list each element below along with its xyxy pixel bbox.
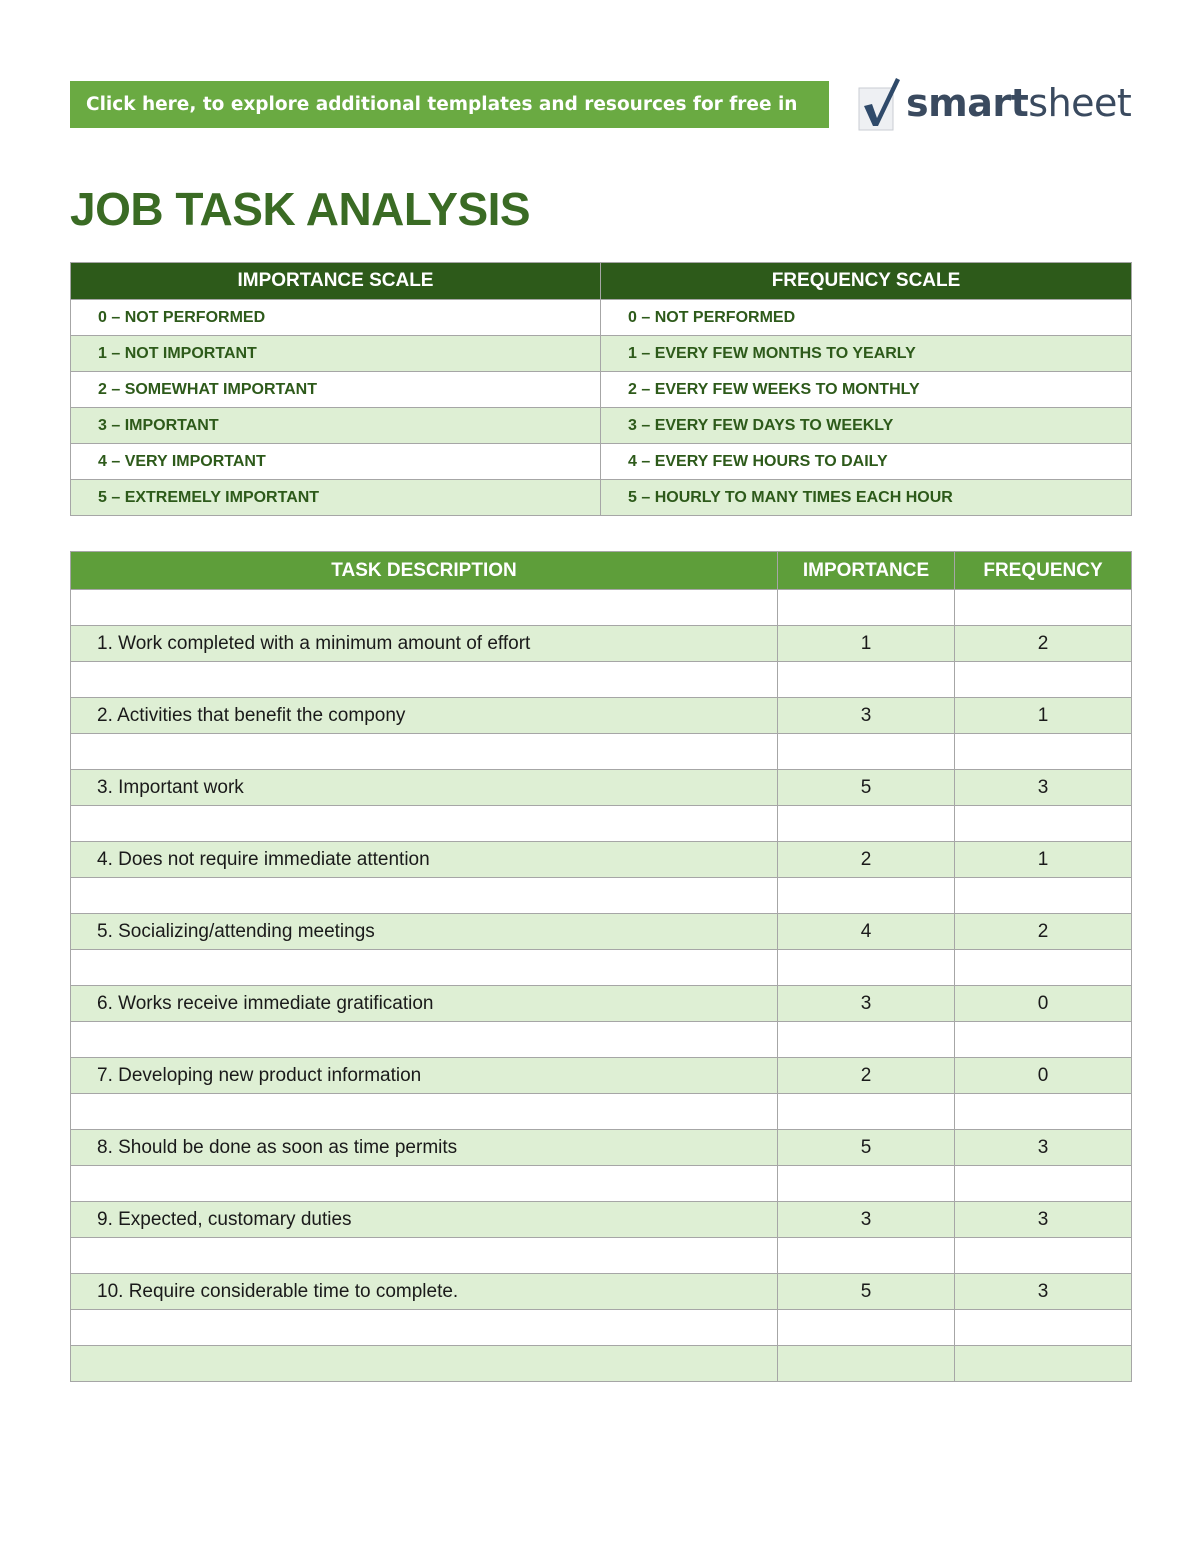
importance-cell[interactable]: 4 [778,914,955,950]
task-row [71,698,1132,734]
importance-cell[interactable]: 1 [778,626,955,662]
importance-cell[interactable] [778,1094,955,1130]
scale-header-row [71,263,1132,300]
task-row [71,914,1132,950]
importance-cell[interactable] [778,590,955,626]
task-description-cell[interactable] [71,734,778,770]
scale-row [71,480,1132,516]
scale-table [70,262,1132,516]
frequency-cell[interactable] [955,950,1132,986]
task-row [71,1310,1132,1346]
scale-row [71,300,1132,336]
task-description-header: TASK DESCRIPTION [71,552,778,590]
task-row [71,806,1132,842]
importance-cell[interactable] [778,1022,955,1058]
importance-cell[interactable]: 3 [778,986,955,1022]
importance-cell[interactable]: 3 [778,1202,955,1238]
frequency-scale-cell: 3 – EVERY FEW DAYS TO WEEKLY [601,408,1132,444]
frequency-cell[interactable]: 1 [955,698,1132,734]
frequency-cell[interactable]: 3 [955,770,1132,806]
scale-row [71,408,1132,444]
task-body [71,590,1132,1382]
frequency-cell[interactable]: 0 [955,986,1132,1022]
frequency-cell[interactable] [955,1346,1132,1382]
task-description-cell[interactable]: 3. Important work [71,770,778,806]
frequency-cell[interactable] [955,1094,1132,1130]
frequency-cell[interactable]: 3 [955,1274,1132,1310]
importance-cell[interactable] [778,806,955,842]
importance-scale-header: IMPORTANCE SCALE [71,263,601,300]
scale-row [71,444,1132,480]
frequency-cell[interactable] [955,1022,1132,1058]
task-row [71,1202,1132,1238]
frequency-cell[interactable] [955,734,1132,770]
importance-scale-cell: 1 – NOT IMPORTANT [71,336,601,372]
task-row [71,1058,1132,1094]
scale-body [71,300,1132,516]
frequency-scale-cell: 4 – EVERY FEW HOURS TO DAILY [601,444,1132,480]
frequency-cell[interactable] [955,1166,1132,1202]
frequency-cell[interactable]: 2 [955,914,1132,950]
importance-scale-cell: 0 – NOT PERFORMED [71,300,601,336]
importance-scale-cell: 5 – EXTREMELY IMPORTANT [71,480,601,516]
frequency-cell[interactable] [955,662,1132,698]
scale-row [71,336,1132,372]
importance-cell[interactable] [778,1346,955,1382]
task-description-cell[interactable] [71,806,778,842]
frequency-scale-header: FREQUENCY SCALE [601,263,1132,300]
task-description-cell[interactable]: 9. Expected, customary duties [71,1202,778,1238]
task-description-cell[interactable] [71,1166,778,1202]
task-row [71,1166,1132,1202]
task-description-cell[interactable] [71,590,778,626]
task-description-cell[interactable]: 5. Socializing/attending meetings [71,914,778,950]
task-description-cell[interactable] [71,1346,778,1382]
task-row [71,878,1132,914]
frequency-cell[interactable]: 3 [955,1202,1132,1238]
task-description-cell[interactable] [71,1094,778,1130]
frequency-cell[interactable]: 1 [955,842,1132,878]
task-description-cell[interactable] [71,662,778,698]
importance-cell[interactable]: 5 [778,1130,955,1166]
frequency-scale-cell: 0 – NOT PERFORMED [601,300,1132,336]
frequency-header: FREQUENCY [955,552,1132,590]
task-description-cell[interactable] [71,878,778,914]
task-row [71,1238,1132,1274]
task-description-cell[interactable] [71,1310,778,1346]
frequency-scale-cell: 1 – EVERY FEW MONTHS TO YEARLY [601,336,1132,372]
importance-cell[interactable] [778,734,955,770]
checkmark-icon [856,74,906,134]
task-row [71,1022,1132,1058]
frequency-scale-cell: 2 – EVERY FEW WEEKS TO MONTHLY [601,372,1132,408]
task-row [71,1346,1132,1382]
importance-cell[interactable] [778,662,955,698]
scale-row [71,372,1132,408]
importance-cell[interactable]: 5 [778,770,955,806]
task-description-cell[interactable]: 4. Does not require immediate attention [71,842,778,878]
task-row [71,1094,1132,1130]
task-row [71,950,1132,986]
task-description-cell[interactable]: 1. Work completed with a minimum amount of effort [71,626,778,662]
importance-header: IMPORTANCE [778,552,955,590]
task-description-cell[interactable]: 2. Activities that benefit the compony [71,698,778,734]
importance-scale-cell: 4 – VERY IMPORTANT [71,444,601,480]
importance-scale-cell: 2 – SOMEWHAT IMPORTANT [71,372,601,408]
frequency-scale-cell: 5 – HOURLY TO MANY TIMES EACH HOUR [601,480,1132,516]
task-row [71,662,1132,698]
importance-cell[interactable]: 5 [778,1274,955,1310]
task-description-cell[interactable] [71,1022,778,1058]
frequency-cell[interactable]: 2 [955,626,1132,662]
frequency-cell[interactable]: 0 [955,1058,1132,1094]
page-title: JOB TASK ANALYSIS [70,183,531,235]
frequency-cell[interactable] [955,806,1132,842]
importance-cell[interactable]: 2 [778,842,955,878]
importance-cell[interactable] [778,878,955,914]
task-description-cell[interactable]: 6. Works receive immediate gratification [71,986,778,1022]
templates-banner-link[interactable]: Click here, to explore additional templates and resources for free in [70,81,829,128]
frequency-cell[interactable] [955,1310,1132,1346]
task-description-cell[interactable]: 10. Require considerable time to complete. [71,1274,778,1310]
task-description-cell[interactable] [71,950,778,986]
frequency-cell[interactable]: 3 [955,1130,1132,1166]
task-row [71,842,1132,878]
importance-cell[interactable] [778,1166,955,1202]
importance-cell[interactable] [778,1310,955,1346]
task-description-cell[interactable] [71,1238,778,1274]
smartsheet-logo[interactable] [856,74,1132,134]
task-header-row [71,552,1132,590]
importance-cell[interactable]: 3 [778,698,955,734]
task-description-cell[interactable]: 8. Should be done as soon as time permits [71,1130,778,1166]
task-row [71,734,1132,770]
importance-cell[interactable] [778,950,955,986]
task-row [71,986,1132,1022]
task-row [71,770,1132,806]
task-row [71,590,1132,626]
importance-scale-cell: 3 – IMPORTANT [71,408,601,444]
importance-cell[interactable] [778,1238,955,1274]
task-description-cell[interactable]: 7. Developing new product information [71,1058,778,1094]
importance-cell[interactable]: 2 [778,1058,955,1094]
frequency-cell[interactable] [955,878,1132,914]
task-row [71,626,1132,662]
task-row [71,1274,1132,1310]
frequency-cell[interactable] [955,590,1132,626]
task-row [71,1130,1132,1166]
task-table [70,551,1132,1382]
frequency-cell[interactable] [955,1238,1132,1274]
logo-wordmark: smartsheet [906,81,1132,125]
